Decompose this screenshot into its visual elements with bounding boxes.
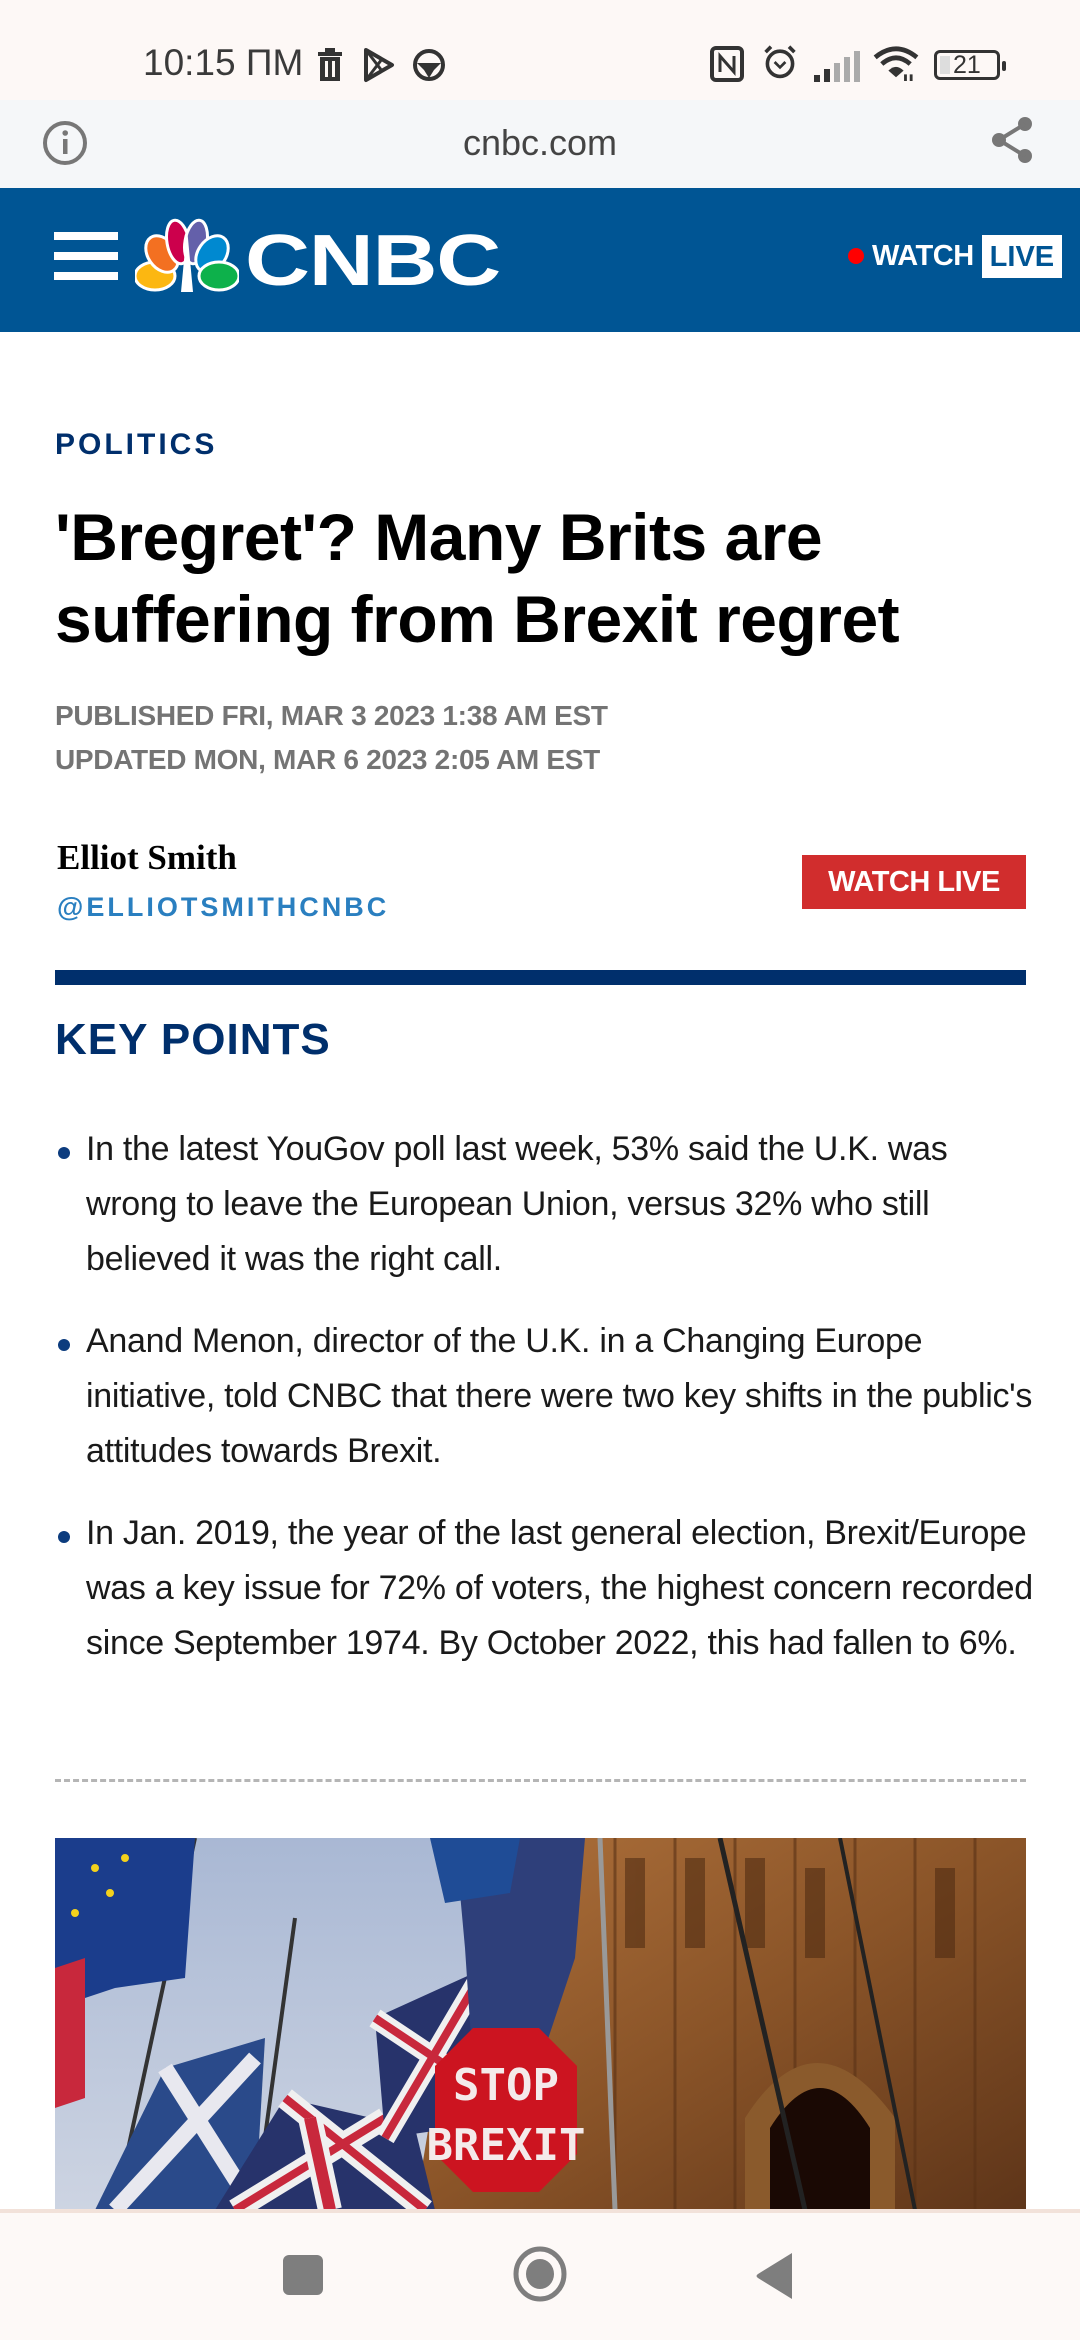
published-date: PUBLISHED FRI, MAR 3 2023 1:38 AM EST bbox=[55, 700, 608, 731]
alarm-icon bbox=[760, 44, 800, 80]
watch-live-header-link[interactable] bbox=[848, 236, 1062, 276]
article-dates bbox=[55, 694, 608, 782]
back-icon[interactable] bbox=[754, 2251, 796, 2301]
live-label: LIVE bbox=[982, 235, 1062, 278]
steering-wheel-icon bbox=[412, 47, 446, 83]
sign-text-stop: STOP bbox=[453, 2060, 559, 2111]
browser-url-bar[interactable] bbox=[0, 100, 1080, 188]
cnbc-logo[interactable] bbox=[135, 218, 520, 301]
key-point-text: Anand Menon, director of the U.K. in a Changing Europe initiative, told CNBC that there were two key shifts in the public's attitudes towards Brexit. bbox=[86, 1322, 1033, 1470]
bullet-icon bbox=[58, 1339, 70, 1351]
brand-name: CNBC bbox=[245, 221, 500, 301]
play-store-icon bbox=[362, 47, 396, 83]
peacock-icon bbox=[135, 218, 239, 294]
menu-icon[interactable] bbox=[54, 232, 118, 280]
article-title: 'Bregret'? Many Brits are suffering from Brexit regret bbox=[55, 500, 900, 656]
bullet-icon bbox=[58, 1531, 70, 1543]
site-header bbox=[0, 188, 1080, 332]
bullet-icon bbox=[58, 1147, 70, 1159]
wifi-icon bbox=[872, 46, 920, 82]
section-divider bbox=[55, 1779, 1026, 1782]
author-handle[interactable]: @ELLIOTSMITHCNBC bbox=[57, 892, 390, 922]
signal-icon bbox=[812, 48, 862, 84]
article-hero-image[interactable] bbox=[55, 1838, 1026, 2210]
key-point bbox=[55, 1122, 1045, 1287]
battery-level: 21 bbox=[953, 51, 981, 79]
watch-label: WATCH bbox=[872, 239, 974, 272]
home-button[interactable] bbox=[512, 2245, 568, 2303]
status-bar bbox=[0, 0, 1080, 100]
key-point bbox=[55, 1314, 1045, 1479]
share-icon[interactable] bbox=[990, 115, 1036, 165]
watch-live-button[interactable]: WATCH LIVE bbox=[802, 855, 1026, 909]
trash-icon bbox=[316, 47, 344, 83]
sign-text-brexit: BREXIT bbox=[426, 2120, 586, 2171]
key-points-list bbox=[55, 1122, 1045, 1698]
nfc-icon bbox=[710, 46, 744, 82]
key-point-text: In the latest YouGov poll last week, 53% said the U.K. was wrong to leave the European Union, versus 32% who still believed it was the right call. bbox=[86, 1130, 948, 1278]
key-points-rule bbox=[55, 970, 1026, 985]
author-name[interactable]: Elliot Smith bbox=[57, 838, 237, 877]
system-nav-bar bbox=[0, 2209, 1080, 2340]
section-kicker[interactable]: POLITICS bbox=[55, 428, 218, 461]
key-points-title: KEY POINTS bbox=[55, 1015, 331, 1064]
status-time: 10:15 ПМ bbox=[143, 42, 304, 83]
info-icon[interactable] bbox=[42, 120, 88, 166]
live-dot-icon bbox=[848, 248, 864, 264]
url-text[interactable]: cnbc.com bbox=[462, 122, 618, 163]
key-point-text: In Jan. 2019, the year of the last general election, Brexit/Europe was a key issue for 72% of voters, the highest concern recorded since September 1974. By October 2022, this had fallen to 6%. bbox=[86, 1514, 1033, 1662]
recents-button[interactable] bbox=[283, 2255, 323, 2295]
brexit-protest-photo bbox=[55, 1838, 1026, 2210]
updated-date: UPDATED MON, MAR 6 2023 2:05 AM EST bbox=[55, 744, 600, 775]
key-point bbox=[55, 1506, 1045, 1671]
battery-icon bbox=[934, 50, 1000, 80]
